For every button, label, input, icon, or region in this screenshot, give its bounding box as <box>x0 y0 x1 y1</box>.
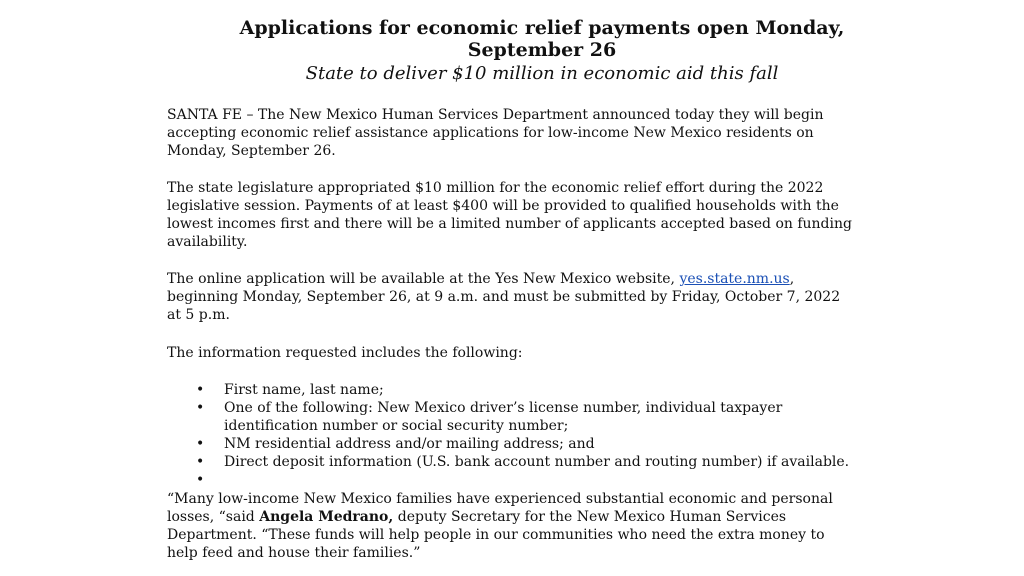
paragraph-info-requested <box>167 344 927 362</box>
list-item-text: NM residential address and/or mailing address; and <box>224 436 595 452</box>
text-fragment: The online application will be available at the Yes New Mexico website, <box>167 271 680 287</box>
paragraph-application <box>167 270 927 324</box>
list-item-text <box>224 471 936 489</box>
list-item-text: Direct deposit information (U.S. bank account number and routing number) if available. <box>224 454 850 470</box>
text-line: Monday, September 26. <box>167 143 336 159</box>
text-line: SANTA FE – The New Mexico Human Services Department announced today they will begin <box>167 107 824 123</box>
quote-paragraph <box>167 490 927 562</box>
bullet-icon: • <box>196 454 205 470</box>
list-item <box>196 453 936 471</box>
paragraph-funding <box>167 179 927 251</box>
text-line: The state legislature appropriated $10 million for the economic relief effort during the 2022 <box>167 180 824 196</box>
list-item <box>196 435 936 453</box>
bullet-icon: • <box>196 400 205 416</box>
text-line: help feed and house their families.” <box>167 545 421 561</box>
text-fragment: deputy Secretary for the New Mexico Human Services <box>393 509 787 525</box>
text-line <box>167 270 927 288</box>
list-item-text: identification number or social security number; <box>224 418 569 434</box>
text-line: accepting economic relief assistance applications for low-income New Mexico residents on <box>167 125 814 141</box>
list-item <box>196 381 936 399</box>
text-fragment: losses, “said <box>167 509 260 525</box>
page-subtitle: State to deliver $10 million in economic aid this fall <box>305 63 779 84</box>
list-item-text: First name, last name; <box>224 382 384 398</box>
text-line: availability. <box>167 234 248 250</box>
bullet-icon: • <box>196 382 205 398</box>
text-line: at 5 p.m. <box>167 307 230 323</box>
title-line-1: Applications for economic relief payments open Monday, <box>239 17 845 39</box>
text-line: Department. “These funds will help people in our communities who need the extra money to <box>167 527 825 543</box>
speaker-name: Angela Medrano, <box>259 509 394 525</box>
text-line: beginning Monday, September 26, at 9 a.m. and must be submitted by Friday, October 7, 2022 <box>167 289 841 305</box>
text-line: The information requested includes the following: <box>167 345 523 361</box>
page-title <box>0 17 1024 61</box>
list-item <box>196 471 936 489</box>
text-fragment: , <box>789 271 795 287</box>
text-line: “Many low-income New Mexico families have experienced substantial economic and personal <box>167 491 833 507</box>
text-line <box>167 508 927 526</box>
bullet-icon: • <box>196 472 205 488</box>
bullet-icon: • <box>196 436 205 452</box>
list-item <box>196 399 936 435</box>
text-line: lowest incomes first and there will be a limited number of applicants accepted based on funding <box>167 216 852 232</box>
title-line-2: September 26 <box>467 39 617 61</box>
text-line: legislative session. Payments of at least $400 will be provided to qualified households with the <box>167 198 839 214</box>
requirements-list <box>196 381 936 489</box>
yes-nm-website-link[interactable]: yes.state.nm.us <box>679 271 790 287</box>
paragraph-intro <box>167 106 927 160</box>
list-item-text: One of the following: New Mexico driver’s license number, individual taxpayer <box>224 400 783 416</box>
